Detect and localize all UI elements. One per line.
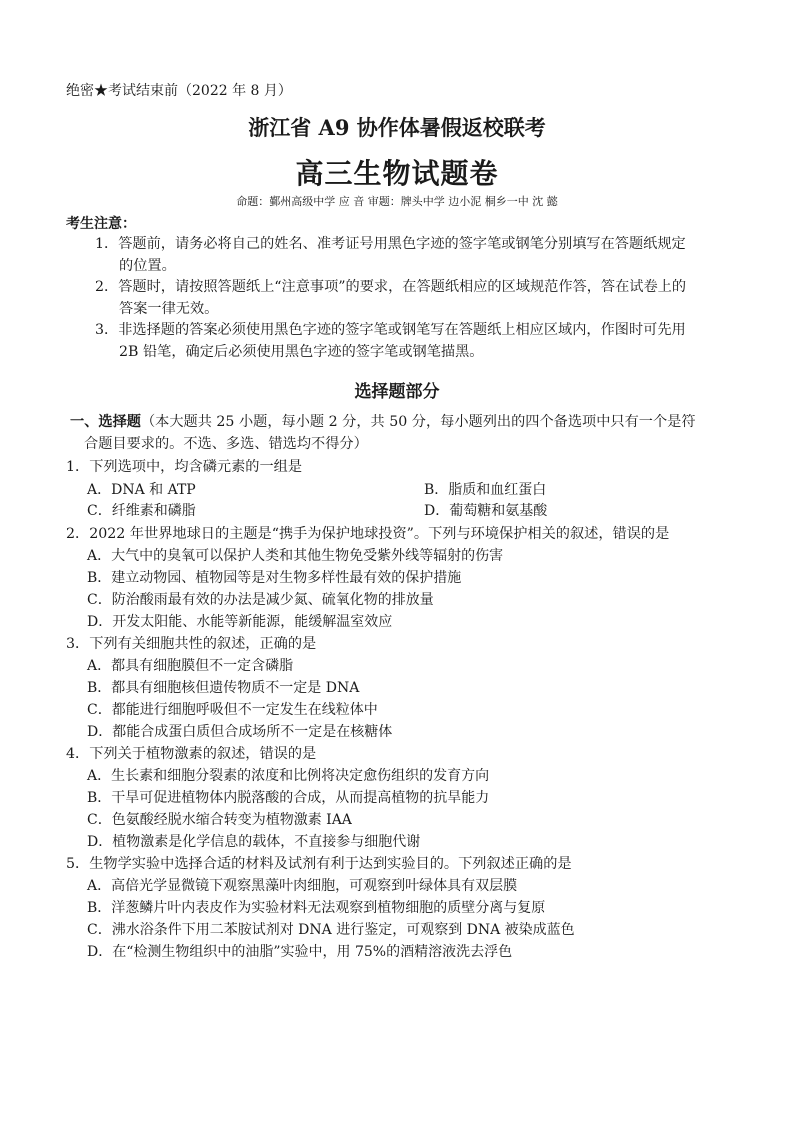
paper-title: 高三生物试题卷 [295,157,499,190]
question-2-option-a: A．大气中的臭氧可以保护人类和其他生物免受紫外线等辐射的伤害 [87,548,504,564]
section-title: 选择题部分 [354,382,440,402]
question-5-option-b: B．洋葱鳞片叶内表皮作为实验材料无法观察到植物细胞的质壁分离与复原 [87,900,546,916]
question-4-option-c: C．色氨酸经脱水缩合转变为植物激素 IAA [87,812,352,828]
notice-item-3-line2: 2B 铅笔，确定后必须使用黑色字迹的签字笔或钢笔描黑。 [119,343,484,360]
question-4-stem: 4．下列关于植物激素的叙述，错误的是 [66,746,317,762]
question-1-option-d: D．葡萄糖和氨基酸 [424,503,548,519]
question-3-option-b: B．都具有细胞核但遗传物质不一定是 DNA [87,680,360,696]
question-5-option-a: A．高倍光学显微镜下观察黑藻叶肉细胞，可观察到叶绿体具有双层膜 [87,878,518,894]
question-1-option-b: B．脂质和血红蛋白 [424,482,547,498]
exam-title: 浙江省 A9 协作体暑假返校联考 [248,115,546,140]
authors-line: 命题：鄞州高级中学 应 音 审题：牌头中学 边小泥 桐乡一中 沈 懿 [236,195,558,208]
question-3-stem: 3．下列有关细胞共性的叙述，正确的是 [66,636,317,652]
section-intro-text: （本大题共 25 小题，每小题 2 分，共 50 分，每小题列出的四个备选项中只有一个是符 [140,414,696,430]
section-intro [70,412,696,455]
confidential-note: 绝密★考试结束前（2022 年 8 月） [66,83,292,99]
question-2-option-c: C．防治酸雨最有效的办法是减少氮、硫氧化物的排放量 [87,592,434,608]
notice-item-3-line1: 3．非选择题的答案必须使用黑色字迹的签字笔或钢笔写在答题纸上相应区域内，作图时可先用 [95,322,686,338]
notice-item-2 [95,277,686,320]
question-2-stem: 2．2022 年世界地球日的主题是“携手为保护地球投资”。下列与环境保护相关的叙述，错误的是 [66,526,670,542]
question-5-stem: 5．生物学实验中选择合适的材料及试剂有利于达到实验目的。下列叙述正确的是 [66,856,572,872]
question-2-option-d: D．开发太阳能、水能等新能源，能缓解温室效应 [87,614,393,630]
notice-heading: 考生注意： [66,216,136,232]
question-3-option-a: A．都具有细胞膜但不一定含磷脂 [87,658,294,674]
notice-item-2-line1: 2．答题时，请按照答题纸上“注意事项”的要求，在答题纸相应的区域规范作答，答在试卷上的 [95,279,687,295]
question-1-option-c: C．纤维素和磷脂 [87,503,196,519]
question-5-option-d: D．在“检测生物组织中的油脂”实验中，用 75%的酒精溶液洗去浮色 [87,944,513,960]
notice-item-1 [95,234,686,277]
notice-item-3 [95,320,686,363]
section-intro-label: 一、选择题 [70,414,141,430]
section-intro-line2: 合题目要求的。不选、多选、错选均不得分） [84,435,368,452]
section-intro-line1 [70,412,696,434]
notice-item-1-line1: 1．答题前，请务必将自己的姓名、准考证号用黑色字迹的签字笔或钢笔分别填写在答题纸规定 [95,236,686,252]
question-3-option-c: C．都能进行细胞呼吸但不一定发生在线粒体中 [87,702,378,718]
question-1-option-a: A．DNA 和 ATP [87,482,196,498]
notice-item-2-line2: 答案一律无效。 [119,300,219,317]
question-5-option-c: C．沸水浴条件下用二苯胺试剂对 DNA 进行鉴定，可观察到 DNA 被染成蓝色 [87,922,575,938]
question-1-stem: 1．下列选项中，均含磷元素的一组是 [66,459,303,475]
question-2-option-b: B．建立动物园、植物园等是对生物多样性最有效的保护措施 [87,570,462,586]
notice-item-1-line2: 的位置。 [119,257,176,274]
question-3-option-d: D．都能合成蛋白质但合成场所不一定是在核糖体 [87,724,393,740]
question-4-option-b: B．干旱可促进植物体内脱落酸的合成，从而提高植物的抗旱能力 [87,790,490,806]
question-4-option-d: D．植物激素是化学信息的载体，不直接参与细胞代谢 [87,834,421,850]
question-4-option-a: A．生长素和细胞分裂素的浓度和比例将决定愈伤组织的发育方向 [87,768,490,784]
